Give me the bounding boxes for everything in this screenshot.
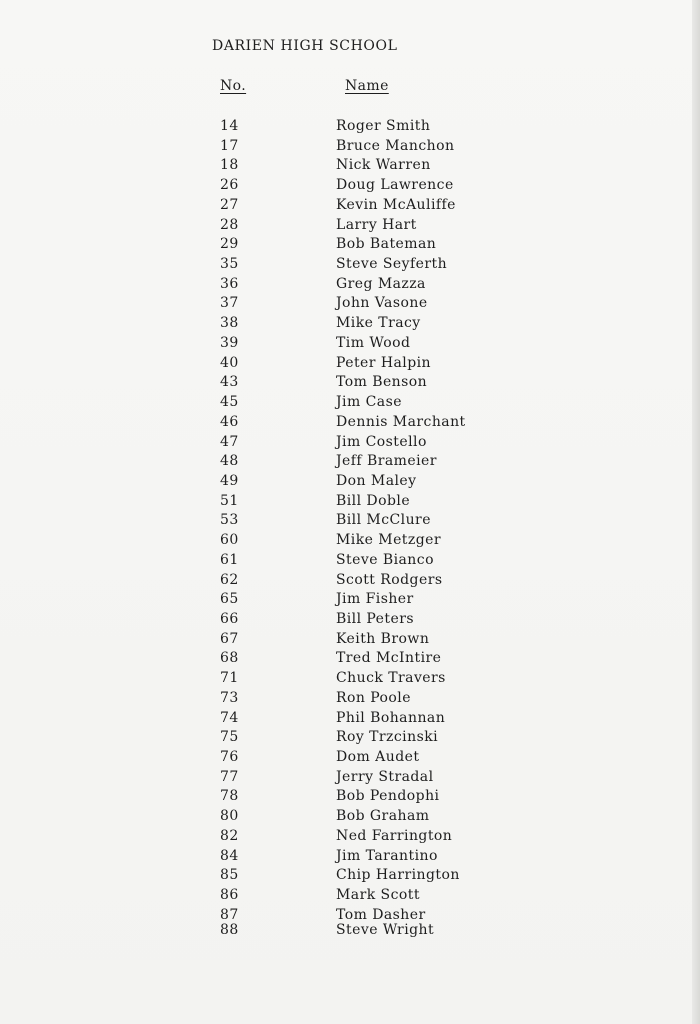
player-name: Bob Pendophi bbox=[336, 788, 440, 805]
player-number: 37 bbox=[220, 295, 239, 312]
player-name: Steve Seyferth bbox=[336, 256, 448, 273]
player-name: Peter Halpin bbox=[336, 354, 432, 371]
player-number: 87 bbox=[220, 906, 239, 923]
player-number: 47 bbox=[220, 433, 239, 450]
player-number: 74 bbox=[220, 709, 239, 726]
roster-row bbox=[0, 433, 700, 453]
roster-row bbox=[0, 709, 700, 729]
roster-row bbox=[0, 921, 700, 941]
roster-row bbox=[0, 196, 700, 216]
player-name: Tom Dasher bbox=[336, 906, 426, 923]
player-number: 43 bbox=[220, 374, 239, 391]
player-name: Jim Tarantino bbox=[336, 847, 438, 864]
player-name: Bill McClure bbox=[336, 512, 431, 529]
player-number: 61 bbox=[220, 551, 239, 568]
roster-row bbox=[0, 314, 700, 334]
player-name: Mike Tracy bbox=[336, 315, 421, 332]
player-name: Roy Trzcinski bbox=[336, 729, 439, 746]
roster-row bbox=[0, 452, 700, 472]
roster-row bbox=[0, 571, 700, 591]
roster-row bbox=[0, 156, 700, 176]
player-number: 68 bbox=[220, 650, 239, 667]
player-name: Dennis Marchant bbox=[336, 413, 466, 430]
player-number: 39 bbox=[220, 334, 239, 351]
player-number: 53 bbox=[220, 512, 239, 529]
player-number: 40 bbox=[220, 354, 239, 371]
player-number: 67 bbox=[220, 630, 239, 647]
roster-row bbox=[0, 255, 700, 275]
roster-row bbox=[0, 689, 700, 709]
player-number: 29 bbox=[220, 236, 239, 253]
roster-row bbox=[0, 590, 700, 610]
document-title: DARIEN HIGH SCHOOL bbox=[212, 38, 398, 54]
name-column-header: Name bbox=[345, 78, 389, 94]
player-number: 85 bbox=[220, 867, 239, 884]
player-name: Bob Graham bbox=[336, 808, 430, 825]
roster-row bbox=[0, 866, 700, 886]
player-number: 51 bbox=[220, 492, 239, 509]
roster-row bbox=[0, 630, 700, 650]
player-name: Bill Doble bbox=[336, 492, 411, 509]
roster-row bbox=[0, 768, 700, 788]
player-number: 35 bbox=[220, 256, 239, 273]
player-number: 71 bbox=[220, 670, 239, 687]
player-name: Jim Costello bbox=[336, 433, 427, 450]
roster-row bbox=[0, 728, 700, 748]
player-number: 82 bbox=[220, 827, 239, 844]
roster-row bbox=[0, 294, 700, 314]
roster-row bbox=[0, 393, 700, 413]
roster-row bbox=[0, 649, 700, 669]
roster-row bbox=[0, 413, 700, 433]
player-number: 84 bbox=[220, 847, 239, 864]
player-number: 48 bbox=[220, 453, 239, 470]
player-name: Doug Lawrence bbox=[336, 177, 454, 194]
player-number: 14 bbox=[220, 118, 239, 134]
roster-row bbox=[0, 137, 700, 157]
player-number: 18 bbox=[220, 157, 239, 174]
roster-row bbox=[0, 176, 700, 196]
roster-row bbox=[0, 472, 700, 492]
player-name: Scott Rodgers bbox=[336, 571, 443, 588]
player-number: 80 bbox=[220, 808, 239, 825]
roster-row bbox=[0, 551, 700, 571]
player-name: Jim Case bbox=[336, 394, 402, 411]
player-name: Bob Bateman bbox=[336, 236, 437, 253]
player-name: Bill Peters bbox=[336, 610, 414, 627]
player-number: 66 bbox=[220, 610, 239, 627]
roster-row bbox=[0, 373, 700, 393]
player-number: 75 bbox=[220, 729, 239, 746]
player-number: 26 bbox=[220, 177, 239, 194]
roster-row bbox=[0, 807, 700, 827]
player-number: 60 bbox=[220, 532, 239, 549]
player-name: Nick Warren bbox=[336, 157, 431, 174]
player-name: Phil Bohannan bbox=[336, 709, 446, 726]
player-number: 46 bbox=[220, 413, 239, 430]
player-name: Kevin McAuliffe bbox=[336, 196, 456, 213]
roster-row bbox=[0, 235, 700, 255]
player-number: 73 bbox=[220, 689, 239, 706]
player-name: John Vasone bbox=[336, 295, 428, 312]
player-number: 76 bbox=[220, 749, 239, 765]
player-number: 78 bbox=[220, 788, 239, 805]
player-name: Chuck Travers bbox=[336, 670, 446, 687]
roster-row bbox=[0, 492, 700, 512]
roster-list bbox=[0, 117, 700, 941]
player-number: 65 bbox=[220, 591, 239, 608]
player-number: 86 bbox=[220, 887, 239, 904]
player-name: Jeff Brameier bbox=[336, 453, 437, 470]
roster-row bbox=[0, 669, 700, 689]
player-name: Keith Brown bbox=[336, 630, 430, 647]
roster-row bbox=[0, 354, 700, 374]
player-number: 17 bbox=[220, 137, 239, 154]
player-name: Dom Audet bbox=[336, 749, 420, 765]
roster-row bbox=[0, 847, 700, 867]
player-name: Steve Bianco bbox=[336, 551, 434, 568]
roster-row bbox=[0, 334, 700, 354]
roster-row bbox=[0, 787, 700, 807]
player-name: Chip Harrington bbox=[336, 867, 460, 884]
player-number: 45 bbox=[220, 394, 239, 411]
roster-row bbox=[0, 886, 700, 906]
roster-row bbox=[0, 610, 700, 630]
player-name: Mark Scott bbox=[336, 887, 420, 904]
roster-row bbox=[0, 748, 700, 768]
player-name: Larry Hart bbox=[336, 216, 417, 233]
player-number: 77 bbox=[220, 768, 239, 785]
player-name: Greg Mazza bbox=[336, 275, 426, 292]
player-name: Don Maley bbox=[336, 472, 417, 489]
roster-row bbox=[0, 511, 700, 531]
player-name: Jim Fisher bbox=[336, 591, 414, 608]
player-name: Tom Benson bbox=[336, 374, 428, 391]
player-name: Roger Smith bbox=[336, 118, 431, 134]
player-number: 27 bbox=[220, 196, 239, 213]
player-name: Bruce Manchon bbox=[336, 137, 455, 154]
player-name: Steve Wright bbox=[336, 922, 435, 939]
paper-edge bbox=[692, 0, 700, 1024]
player-name: Tred McIntire bbox=[336, 650, 442, 667]
player-number: 62 bbox=[220, 571, 239, 588]
roster-row bbox=[0, 827, 700, 847]
player-number: 28 bbox=[220, 216, 239, 233]
roster-row bbox=[0, 117, 700, 137]
player-number: 38 bbox=[220, 315, 239, 332]
player-number: 49 bbox=[220, 472, 239, 489]
roster-row bbox=[0, 275, 700, 295]
player-name: Tim Wood bbox=[336, 334, 411, 351]
roster-row bbox=[0, 531, 700, 551]
player-number: 88 bbox=[220, 922, 239, 939]
player-name: Ron Poole bbox=[336, 689, 411, 706]
player-number: 36 bbox=[220, 275, 239, 292]
player-name: Jerry Stradal bbox=[336, 768, 434, 785]
roster-row bbox=[0, 216, 700, 236]
player-name: Mike Metzger bbox=[336, 532, 441, 549]
number-column-header: No. bbox=[220, 78, 247, 94]
player-name: Ned Farrington bbox=[336, 827, 453, 844]
